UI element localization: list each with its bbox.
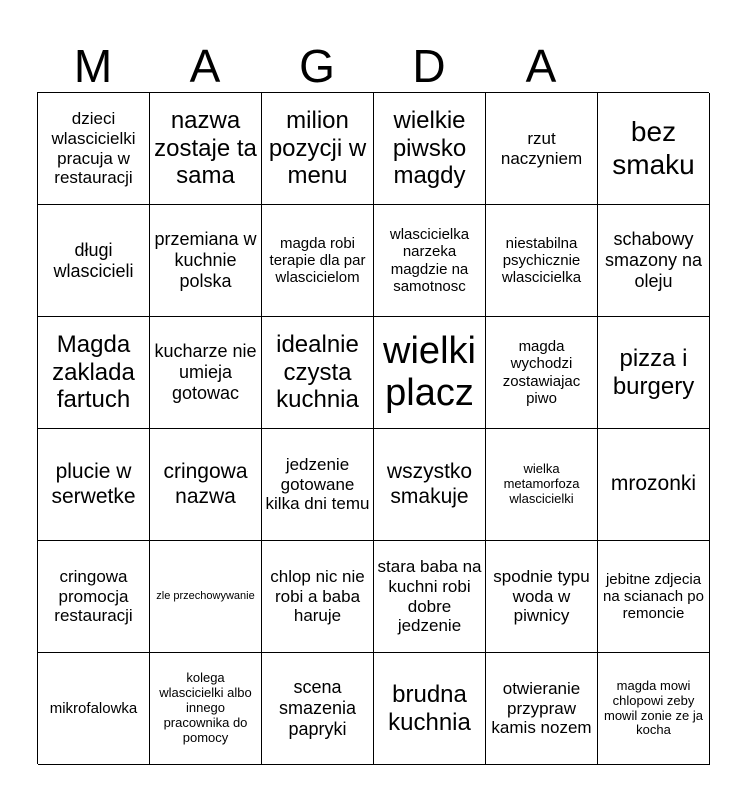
bingo-cell[interactable]: wielkie piwsko magdy: [374, 93, 486, 205]
bingo-cell[interactable]: przemiana w kuchnie polska: [150, 205, 262, 317]
bingo-cell[interactable]: jebitne zdjecia na scianach po remoncie: [598, 541, 710, 653]
bingo-cell[interactable]: stara baba na kuchni robi dobre jedzenie: [374, 541, 486, 653]
bingo-cell[interactable]: wielka metamorfoza wlascicielki: [486, 429, 598, 541]
bingo-cell[interactable]: scena smazenia papryki: [262, 653, 374, 765]
bingo-cell[interactable]: wlascicielka narzeka magdzie na samotnosc: [374, 205, 486, 317]
header-letter-m: M: [73, 40, 113, 92]
bingo-cell[interactable]: zle przechowywanie: [150, 541, 262, 653]
bingo-cell[interactable]: spodnie typu woda w piwnicy: [486, 541, 598, 653]
bingo-cell[interactable]: brudna kuchnia: [374, 653, 486, 765]
bingo-cell[interactable]: schabowy smazony na oleju: [598, 205, 710, 317]
bingo-cell[interactable]: plucie w serwetke: [38, 429, 150, 541]
header-letter-g: G: [299, 40, 335, 92]
bingo-cell[interactable]: pizza i burgery: [598, 317, 710, 429]
bingo-cell[interactable]: otwieranie przypraw kamis nozem: [486, 653, 598, 765]
header-letter-blank: [597, 40, 709, 92]
bingo-header: [37, 40, 709, 92]
header-letter-a: A: [189, 40, 221, 92]
bingo-cell[interactable]: niestabilna psychicznie wlascicielka: [486, 205, 598, 317]
bingo-cell[interactable]: bez smaku: [598, 93, 710, 205]
bingo-grid: [37, 92, 709, 764]
header-letter-d: D: [412, 40, 446, 92]
header-letter-a-2: A: [525, 40, 557, 92]
bingo-cell[interactable]: mrozonki: [598, 429, 710, 541]
bingo-cell[interactable]: wszystko smakuje: [374, 429, 486, 541]
bingo-cell[interactable]: nazwa zostaje ta sama: [150, 93, 262, 205]
bingo-cell[interactable]: cringowa nazwa: [150, 429, 262, 541]
bingo-cell[interactable]: rzut naczyniem: [486, 93, 598, 205]
bingo-cell[interactable]: dzieci wlascicielki pracuja w restauracji: [38, 93, 150, 205]
bingo-cell[interactable]: kucharze nie umieja gotowac: [150, 317, 262, 429]
bingo-cell[interactable]: magda wychodzi zostawiajac piwo: [486, 317, 598, 429]
bingo-cell[interactable]: chlop nic nie robi a baba haruje: [262, 541, 374, 653]
bingo-cell[interactable]: mikrofalowka: [38, 653, 150, 765]
bingo-cell[interactable]: jedzenie gotowane kilka dni temu: [262, 429, 374, 541]
bingo-cell[interactable]: długi wlascicieli: [38, 205, 150, 317]
bingo-cell[interactable]: kolega wlascicielki albo innego pracownika do pomocy: [150, 653, 262, 765]
bingo-cell[interactable]: cringowa promocja restauracji: [38, 541, 150, 653]
bingo-cell[interactable]: magda robi terapie dla par wlascicielom: [262, 205, 374, 317]
bingo-cell[interactable]: idealnie czysta kuchnia: [262, 317, 374, 429]
bingo-cell[interactable]: wielki placz: [374, 317, 486, 429]
bingo-cell[interactable]: Magda zaklada fartuch: [38, 317, 150, 429]
bingo-cell[interactable]: milion pozycji w menu: [262, 93, 374, 205]
bingo-cell[interactable]: magda mowi chlopowi zeby mowil zonie ze ja kocha: [598, 653, 710, 765]
